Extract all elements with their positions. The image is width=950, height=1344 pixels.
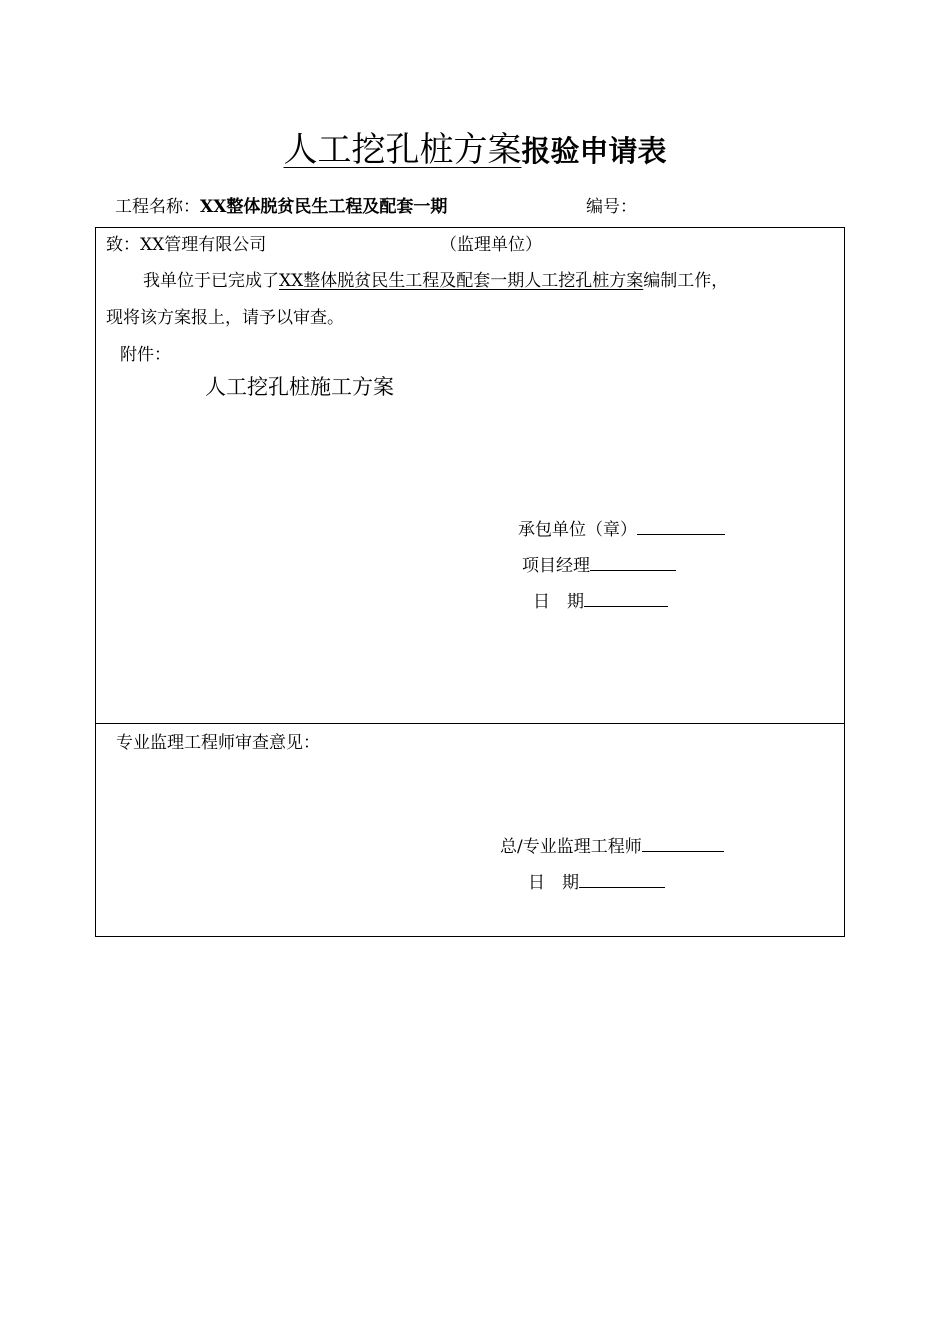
body-prefix: 我单位于已完成了 (143, 271, 279, 291)
application-date-row (533, 587, 668, 612)
engineer-label: 总/专业监理工程师 (500, 837, 642, 857)
project-name-value: XX整体脱贫民生工程及配套一期 (200, 197, 448, 217)
opinion-label: 专业监理工程师审查意见： (116, 733, 320, 753)
review-section (95, 723, 845, 937)
application-date-label: 日 期 (533, 592, 584, 612)
attachment-label: 附件： (120, 345, 171, 365)
manager-label: 项目经理 (522, 556, 590, 576)
engineer-signature-blank[interactable] (642, 834, 724, 852)
recipient-name: XX管理有限公司 (140, 235, 267, 255)
form-title-suffix: 报验申请表 (521, 134, 667, 168)
application-body-line2: 现将该方案报上，请予以审查。 (106, 308, 344, 328)
application-body-line1 (143, 266, 728, 291)
attachment-item: 人工挖孔桩施工方案 (205, 375, 394, 399)
review-date-blank[interactable] (579, 870, 665, 888)
application-section (95, 227, 845, 724)
application-date-blank[interactable] (584, 589, 668, 607)
form-title (0, 128, 950, 173)
body-subject: XX整体脱贫民生工程及配套一期人工挖孔桩方案 (279, 271, 644, 291)
contractor-signature-blank[interactable] (637, 517, 725, 535)
manager-signature-blank[interactable] (590, 553, 676, 571)
review-date-label: 日 期 (528, 873, 579, 893)
contractor-label: 承包单位（章） (518, 520, 637, 540)
form-title-main: 人工挖孔桩方案 (283, 130, 522, 170)
manager-signature-row (522, 551, 676, 576)
recipient-role: （监理单位） (440, 235, 542, 255)
contractor-signature-row (518, 515, 725, 540)
review-date-row (528, 868, 665, 893)
serial-number-label: 编号： (586, 197, 637, 217)
recipient-label: 致： (106, 235, 140, 255)
engineer-signature-row (500, 832, 724, 857)
project-name-row (115, 192, 447, 217)
body-suffix: 编制工作， (643, 271, 729, 291)
project-name-label: 工程名称： (115, 197, 200, 217)
recipient-line (106, 230, 266, 255)
